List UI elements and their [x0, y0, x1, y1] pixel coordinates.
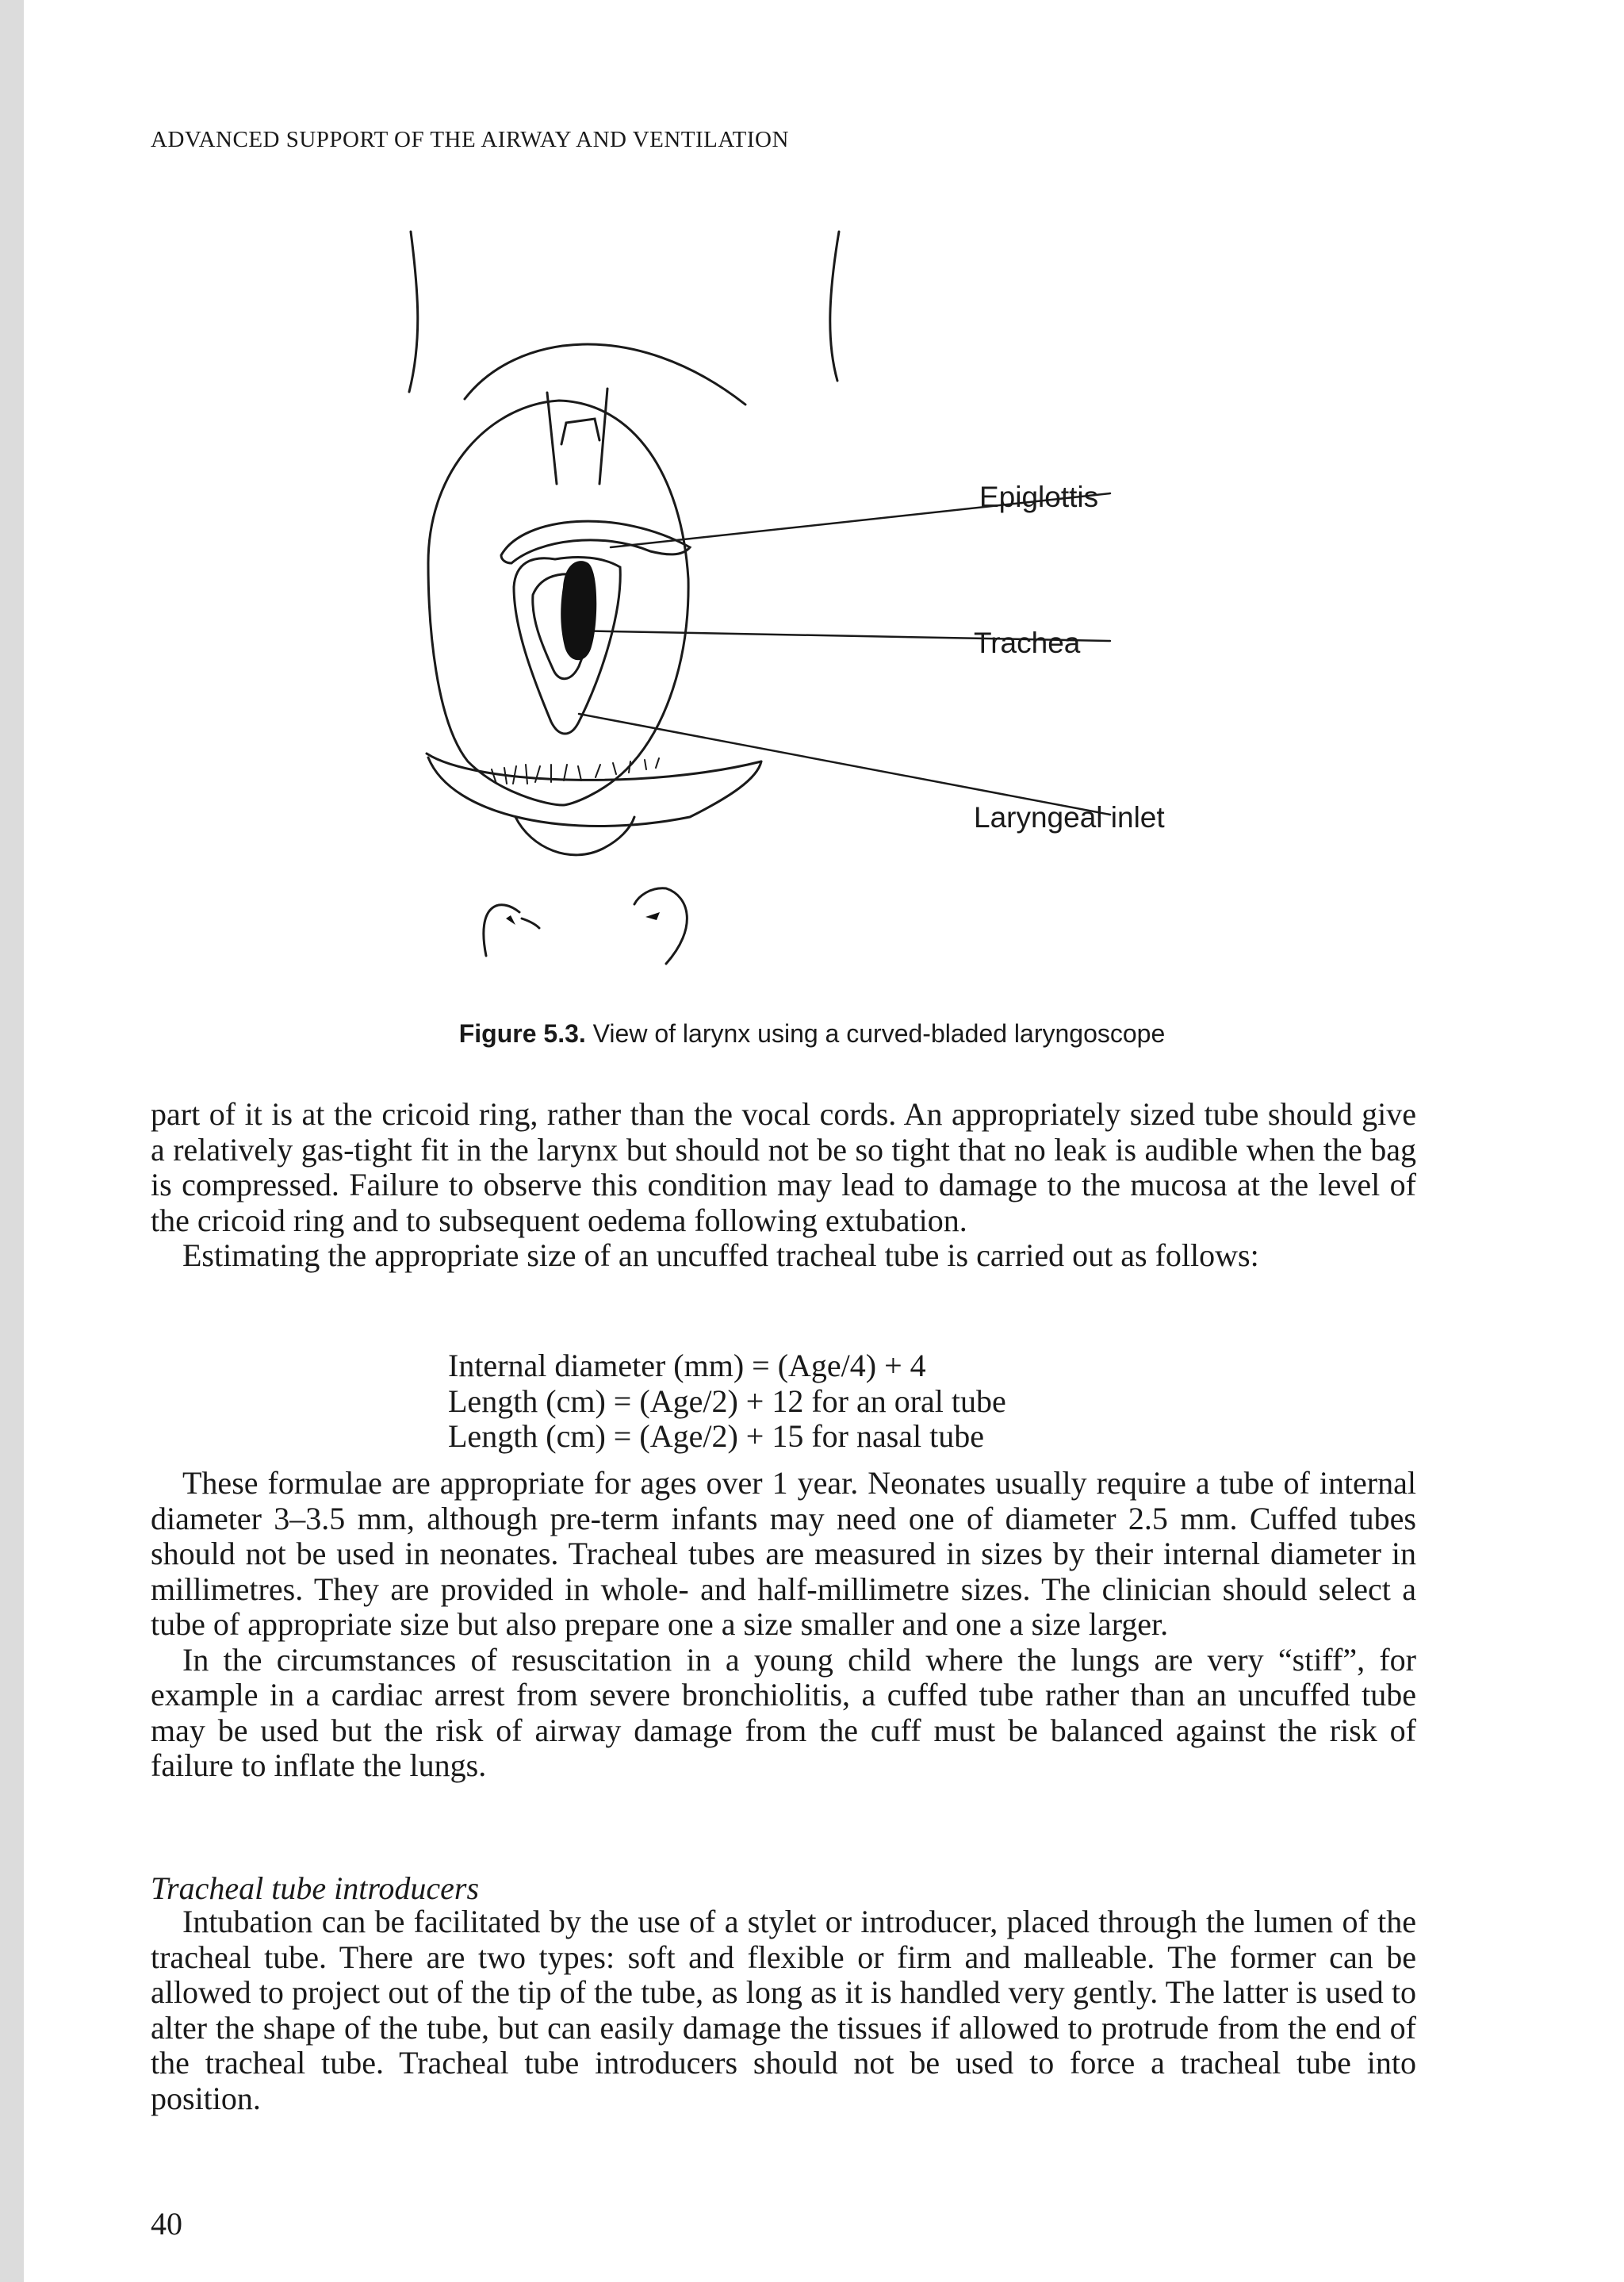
body-block-1 — [151, 1097, 1416, 1274]
formulae — [448, 1348, 1006, 1455]
formula-line: Length (cm) = (Age/2) + 15 for nasal tube — [448, 1418, 985, 1454]
trachea-opening — [561, 561, 596, 660]
formula-line: Internal diameter (mm) = (Age/4) + 4 — [448, 1348, 926, 1383]
section-subheading: Tracheal tube introducers — [151, 1870, 480, 1906]
upper-arc — [465, 344, 745, 405]
larynx-drawing — [317, 214, 1269, 1007]
formula-line: Length (cm) = (Age/2) + 12 for an oral tube — [448, 1383, 1006, 1419]
laryngeal-inlet-leader — [579, 714, 1110, 815]
right-nostril — [634, 888, 687, 964]
left-cheek-line — [409, 232, 418, 392]
label-trachea: Trachea — [974, 627, 1081, 659]
blade-tip — [561, 419, 599, 444]
running-head: ADVANCED SUPPORT OF THE AIRWAY AND VENTILATION — [151, 127, 789, 152]
paragraph-3: These formulae are appropriate for ages over 1 year. Neonates usually require a tube of internal diameter 3–3.5 mm, although pre-term infants may need one of diameter 2.5 mm. Cuffed tubes should not be used in neonates. Tracheal tubes are measured in sizes by their internal diameter in millimetres. They are provided in whole- and half-millimetre sizes. The clinician should select a tube of appropriate size but also prepare one a size smaller and one a size larger. — [151, 1465, 1416, 1642]
paragraph-5: Intubation can be facilitated by the use of a stylet or introducer, placed through the lumen of the tracheal tube. There are two types: soft and flexible or firm and malleable. The former can be allowed to project out of the tip of the tube, as long as it is handled very gently. The latter is used to alter the shape of the tube, but can easily damage the tissues if allowed to protrude from the end of the tracheal tube. Tracheal tube introducers should not be used to force a tracheal tube into position. — [151, 1904, 1416, 2116]
caption-text: View of larynx using a curved-bladed laryngoscope — [592, 1019, 1166, 1048]
nostril-shading — [506, 912, 660, 925]
larynx-outline — [428, 401, 688, 805]
page-number: 40 — [151, 2206, 182, 2242]
larynx-figure — [317, 214, 1269, 1007]
label-laryngeal-inlet: Laryngeal inlet — [974, 801, 1165, 834]
body-block-2 — [151, 1466, 1416, 1784]
upper-teeth-line — [427, 754, 761, 780]
caption-number: Figure 5.3. — [458, 1019, 586, 1048]
right-cheek-line — [830, 232, 839, 381]
paragraph-2: Estimating the appropriate size of an uncuffed tracheal tube is carried out as follows: — [182, 1237, 1259, 1273]
paragraph-4: In the circumstances of resuscitation in a young child where the lungs are very “stiff”, for example in a cardiac arrest from severe bronchiolitis, a cuffed tube rather than an uncuffed tube may be used but the risk of airway damage from the cuff must be balanced against the risk of failure to inflate the lungs. — [151, 1641, 1416, 1783]
label-epiglottis: Epiglottis — [979, 481, 1099, 513]
body-block-3 — [151, 1904, 1416, 2116]
left-nostril — [484, 905, 539, 956]
figure-caption — [0, 1019, 1624, 1049]
page-edge-strip — [0, 0, 24, 2282]
paragraph-1: part of it is at the cricoid ring, rather than the vocal cords. An appropriately sized tube should give a relatively gas-tight fit in the larynx but should not be so tight that no leak is audible when the bag is compressed. Failure to observe this condition may lead to damage to the mucosa at the level of the cricoid ring and to subsequent oedema following extubation. — [151, 1096, 1416, 1238]
chin-curve — [515, 817, 634, 855]
